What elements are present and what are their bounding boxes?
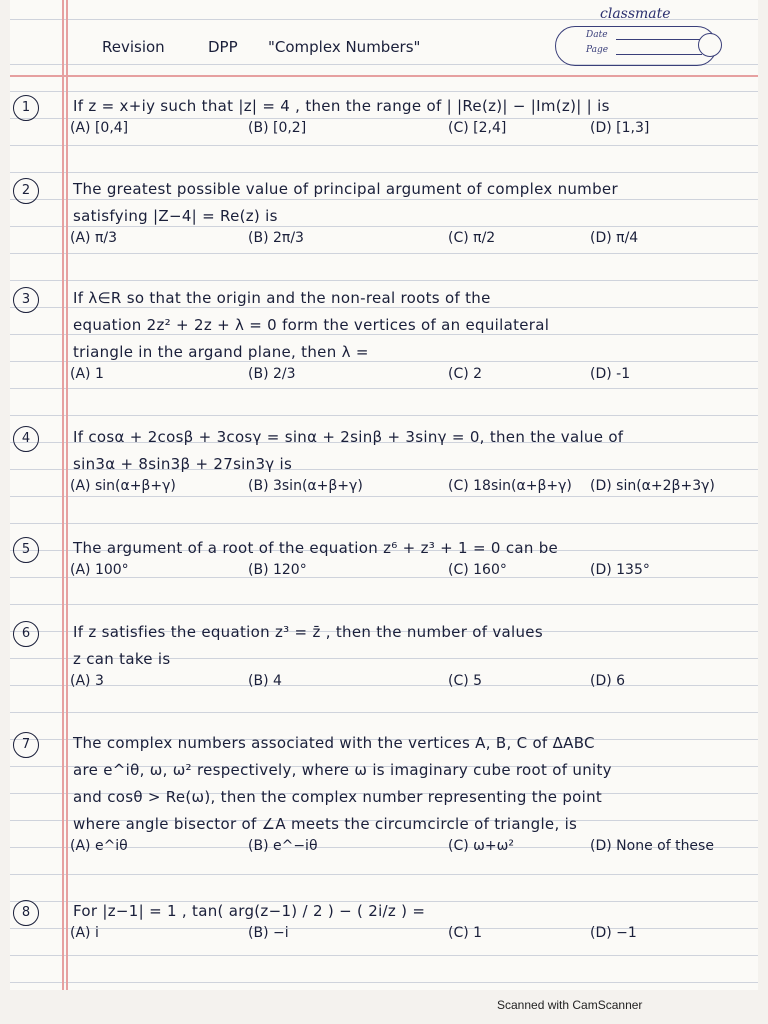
option-b: (B) 120° xyxy=(248,562,307,578)
option-a: (A) 1 xyxy=(70,366,104,382)
option-a: (A) [0,4] xyxy=(70,120,129,136)
question-text-line: The greatest possible value of principal argument of complex number xyxy=(73,180,618,198)
options-row xyxy=(70,230,748,254)
option-d: (D) None of these xyxy=(590,838,714,854)
option-a: (A) 3 xyxy=(70,673,104,689)
page-line xyxy=(616,54,702,55)
brand-logo: classmate xyxy=(600,6,671,22)
options-row xyxy=(70,366,748,390)
question-text-line: The complex numbers associated with the vertices A, B, C of ΔABC xyxy=(73,734,595,752)
question-text-line: For |z−1| = 1 , tan( arg(z−1) / 2 ) − ( 2i/z ) = xyxy=(73,902,426,920)
option-b: (B) 4 xyxy=(248,673,282,689)
options-row xyxy=(70,120,748,144)
option-d: (D) [1,3] xyxy=(590,120,650,136)
title-revision: Revision xyxy=(102,38,165,56)
question-number: 5 xyxy=(13,537,39,563)
question-text-line: If z = x+iy such that |z| = 4 , then the range of | |Re(z)| − |Im(z)| | is xyxy=(73,97,610,115)
scanner-watermark: Scanned with CamScanner xyxy=(497,998,643,1012)
option-a: (A) π/3 xyxy=(70,230,118,246)
question-text-line: If cosα + 2cosβ + 3cosγ = sinα + 2sinβ + 3sinγ = 0, then the value of xyxy=(73,428,624,446)
option-c: (C) ω+ω² xyxy=(448,838,514,854)
option-d: (D) 6 xyxy=(590,673,626,689)
question-text-line: The argument of a root of the equation z⁶ + z³ + 1 = 0 can be xyxy=(73,539,559,557)
question-text-line: where angle bisector of ∠A meets the circumcircle of triangle, is xyxy=(73,815,578,833)
question-number: 4 xyxy=(13,426,39,452)
option-a: (A) 100° xyxy=(70,562,129,578)
option-b: (B) −i xyxy=(248,925,289,941)
question-text-line: and cosθ > Re(ω), then the complex number representing the point xyxy=(73,788,603,806)
option-d: (D) −1 xyxy=(590,925,637,941)
options-row xyxy=(70,673,748,697)
option-b: (B) e^−iθ xyxy=(248,838,318,854)
question-number: 2 xyxy=(13,178,39,204)
option-d: (D) 135° xyxy=(590,562,650,578)
question-number: 8 xyxy=(13,900,39,926)
page-label: Page xyxy=(586,45,609,55)
question-text-line: sin3α + 8sin3β + 27sin3γ is xyxy=(73,455,293,473)
date-page-box xyxy=(555,26,717,66)
question-text-line: z can take is xyxy=(73,650,171,668)
option-c: (C) π/2 xyxy=(448,230,496,246)
option-b: (B) [0,2] xyxy=(248,120,307,136)
question-number: 1 xyxy=(13,95,39,121)
question-number: 6 xyxy=(13,621,39,647)
header-rule xyxy=(10,75,758,77)
option-c: (C) 5 xyxy=(448,673,483,689)
option-c: (C) 2 xyxy=(448,366,483,382)
option-b: (B) 3sin(α+β+γ) xyxy=(248,478,363,494)
option-c: (C) 160° xyxy=(448,562,507,578)
question-text-line: are e^iθ, ω, ω² respectively, where ω is imaginary cube root of unity xyxy=(73,761,612,779)
box-end-circle xyxy=(698,33,722,57)
title-topic: "Complex Numbers" xyxy=(268,38,421,56)
question-text-line: equation 2z² + 2z + λ = 0 form the vertices of an equilateral xyxy=(73,316,550,334)
question-text-line: If λ∈R so that the origin and the non-real roots of the xyxy=(73,289,491,307)
option-c: (C) [2,4] xyxy=(448,120,507,136)
margin-line xyxy=(62,0,64,990)
question-text-line: triangle in the argand plane, then λ = xyxy=(73,343,369,361)
option-b: (B) 2π/3 xyxy=(248,230,304,246)
option-d: (D) sin(α+2β+3γ) xyxy=(590,478,715,494)
option-c: (C) 18sin(α+β+γ) xyxy=(448,478,572,494)
options-row xyxy=(70,478,748,502)
option-a: (A) sin(α+β+γ) xyxy=(70,478,176,494)
notebook-page xyxy=(10,0,758,990)
option-d: (D) π/4 xyxy=(590,230,639,246)
question-number: 7 xyxy=(13,732,39,758)
option-c: (C) 1 xyxy=(448,925,483,941)
question-number: 3 xyxy=(13,287,39,313)
option-b: (B) 2/3 xyxy=(248,366,296,382)
options-row xyxy=(70,925,748,949)
option-d: (D) -1 xyxy=(590,366,631,382)
margin-line xyxy=(66,0,68,990)
title-dpp: DPP xyxy=(208,38,238,56)
option-a: (A) i xyxy=(70,925,99,941)
options-row xyxy=(70,562,748,586)
options-row xyxy=(70,838,748,862)
option-a: (A) e^iθ xyxy=(70,838,128,854)
question-text-line: If z satisfies the equation z³ = z̄ , then the number of values xyxy=(73,623,543,641)
date-label: Date xyxy=(586,30,608,40)
date-line xyxy=(616,39,702,40)
question-text-line: satisfying |Z−4| = Re(z) is xyxy=(73,207,278,225)
